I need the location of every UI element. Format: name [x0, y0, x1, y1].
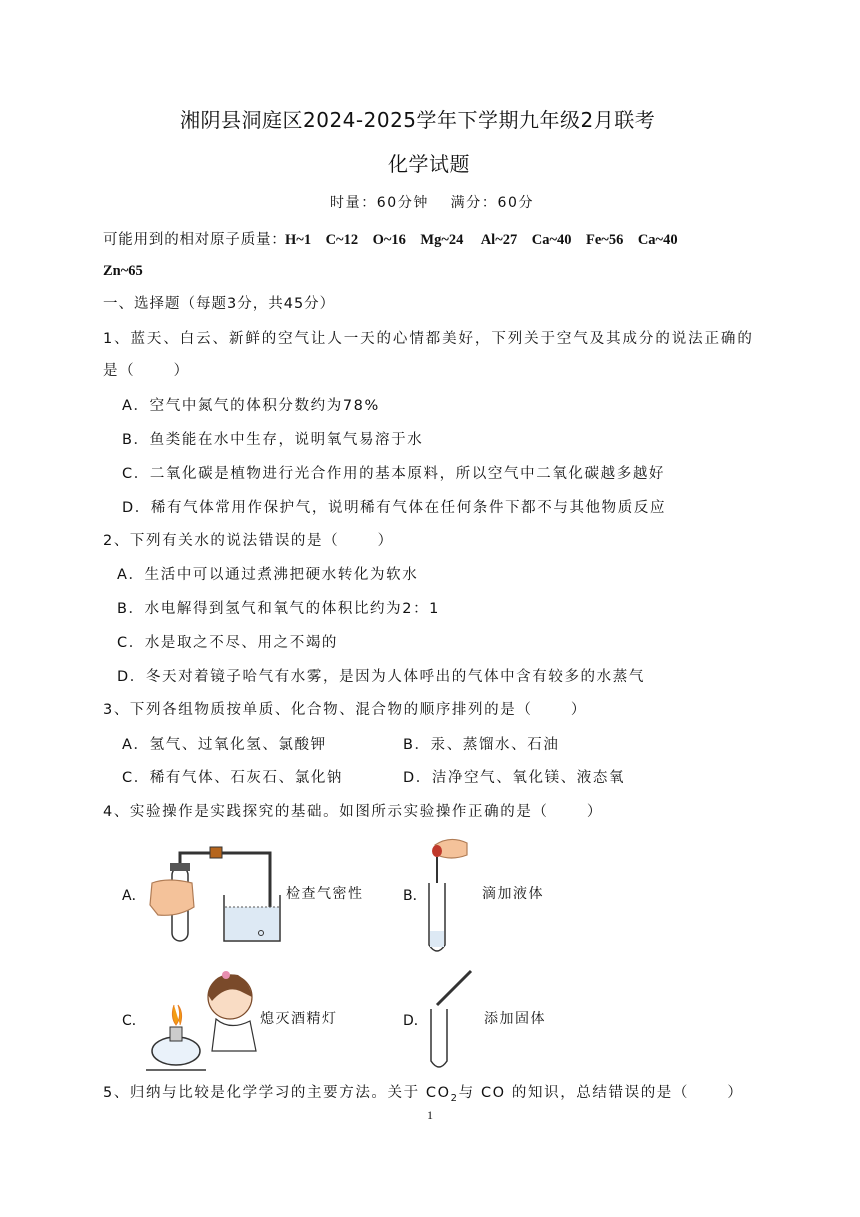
- q1-option-d: D．稀有气体常用作保护气，说明稀有气体在任何条件下都不与其他物质反应: [122, 500, 667, 516]
- q1-option-c: C．二氧化碳是植物进行光合作用的基本原料，所以空气中二氧化碳越多越好: [122, 466, 666, 482]
- add-solid-illustration: [425, 965, 485, 1075]
- alcohol-lamp-illustration: [140, 965, 260, 1075]
- page-number: 1: [427, 1108, 433, 1122]
- q4-option-b-letter: B．: [403, 888, 427, 904]
- q2-option-b: B．水电解得到氢气和氧气的体积比约为2：1: [117, 601, 440, 617]
- q5-stem-post: 与 CO 的知识，总结错误的是（ ）: [458, 1085, 744, 1101]
- q2-stem: 2、下列有关水的说法错误的是（ ）: [103, 533, 394, 549]
- q3-option-c: C．稀有气体、石灰石、氯化钠: [122, 770, 344, 786]
- atomic-mass-values-cont: Zn~65: [103, 263, 143, 279]
- q3-option-a: A．氢气、过氧化氢、氯酸钾: [122, 737, 327, 753]
- q3-option-b: B．汞、蒸馏水、石油: [403, 737, 560, 753]
- q1-stem-cont: 是（ ）: [103, 363, 190, 379]
- q4-option-a-letter: A．: [122, 888, 146, 904]
- exam-subtitle: 化学试题: [388, 152, 470, 176]
- q1-option-a: A．空气中氮气的体积分数约为78%: [122, 398, 380, 414]
- q5-stem: [103, 1081, 744, 1104]
- q4-option-c-caption: 熄灭酒精灯: [260, 1011, 338, 1027]
- q3-option-d: D．洁净空气、氧化镁、液态氧: [403, 770, 626, 786]
- airtightness-check-illustration: [148, 845, 288, 945]
- q4-option-d-letter: D．: [403, 1013, 428, 1029]
- q2-option-d: D．冬天对着镜子哈气有水雾，是因为人体呼出的气体中含有较多的水蒸气: [117, 669, 645, 685]
- q4-option-c-letter: C．: [122, 1013, 146, 1029]
- atomic-mass-values: H~1 C~12 O~16 Mg~24 Al~27 Ca~40 Fe~56 Ca~40: [285, 232, 678, 248]
- q4-stem: 4、实验操作是实践探究的基础。如图所示实验操作正确的是（ ）: [103, 804, 604, 820]
- q2-option-c: C．水是取之不尽、用之不竭的: [117, 635, 339, 651]
- q1-stem: 1、蓝天、白云、新鲜的空气让人一天的心情都美好，下列关于空气及其成分的说法正确的: [103, 331, 754, 347]
- atomic-mass-prefix: 可能用到的相对原子质量：: [103, 232, 287, 248]
- time-info: 时量：60分钟 满分：60分: [330, 195, 535, 211]
- q5-stem-pre: 5、归纳与比较是化学学习的主要方法。关于 CO: [103, 1085, 451, 1101]
- q5-stem-subscript: 2: [450, 1092, 459, 1104]
- section-heading: 一、选择题（每题3分，共45分）: [103, 296, 336, 312]
- q4-option-a-caption: 检查气密性: [286, 886, 364, 902]
- q4-option-d-caption: 添加固体: [484, 1011, 546, 1027]
- exam-title: 湘阴县洞庭区2024-2025学年下学期九年级2月联考: [180, 108, 656, 132]
- q1-option-b: B．鱼类能在水中生存，说明氧气易溶于水: [122, 432, 424, 448]
- q4-option-b-caption: 滴加液体: [482, 886, 544, 902]
- dropper-illustration: [415, 835, 475, 960]
- q3-stem: 3、下列各组物质按单质、化合物、混合物的顺序排列的是（ ）: [103, 702, 587, 718]
- q2-option-a: A．生活中可以通过煮沸把硬水转化为软水: [117, 567, 419, 583]
